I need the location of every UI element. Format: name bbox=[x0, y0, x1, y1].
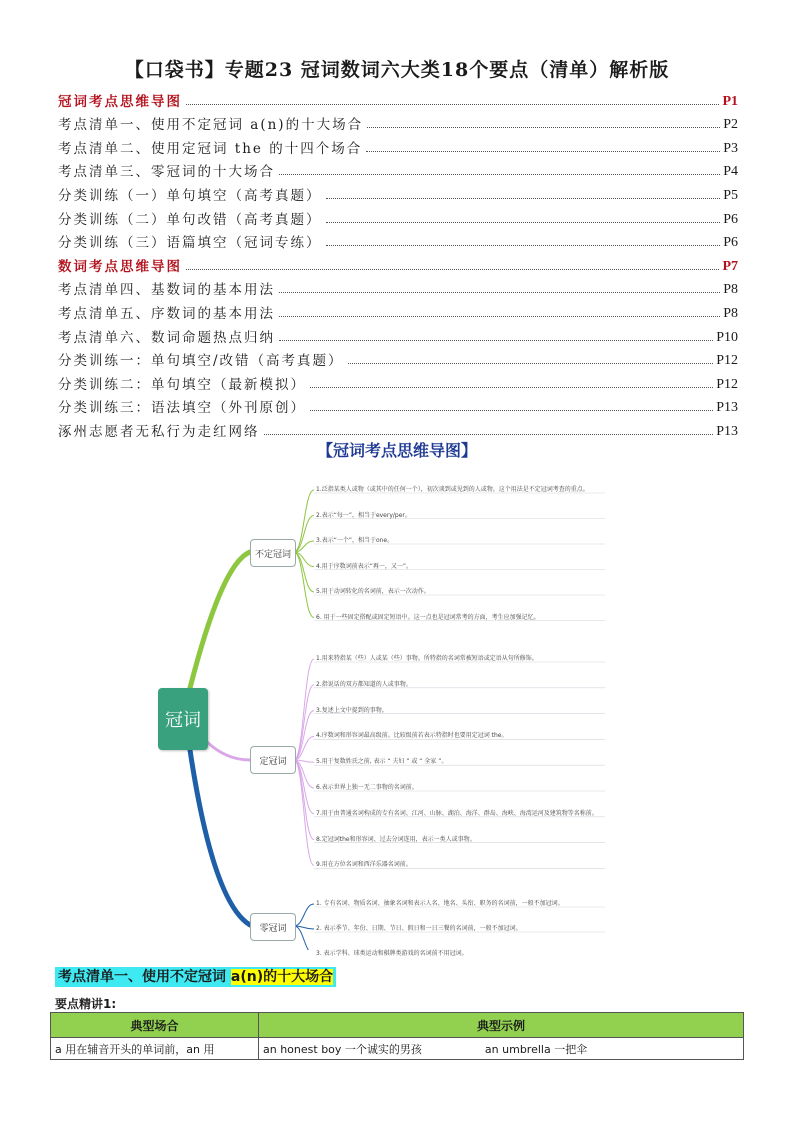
toc-entry-text: 考点清单五、序数词的基本用法 bbox=[58, 305, 275, 322]
toc-entry[interactable] bbox=[58, 369, 738, 393]
toc-entry-page: P3 bbox=[723, 140, 738, 156]
toc-leader bbox=[310, 410, 713, 411]
mindmap-section-title: 【冠词考点思维导图】 bbox=[316, 441, 477, 460]
toc-entry-page: P2 bbox=[723, 117, 738, 133]
mindmap-leaf-definite: 5.用于复数姓氏之前, 表示 “ 夫妇 ” 或 “ 全家 ”。 bbox=[316, 758, 448, 766]
toc-entry-page: P6 bbox=[723, 235, 738, 251]
mindmap-leaf-definite: 7.用于由普通名词构成的专有名词、江河、山脉、湖泊、海洋、群岛、海峡、海湾运河及建筑物等名称前。 bbox=[316, 809, 598, 817]
toc-entry-page: P12 bbox=[716, 353, 738, 369]
mindmap-leaf-definite: 6.表示世界上独一无二事物的名词前。 bbox=[316, 784, 418, 791]
section-note: 要点精讲1: bbox=[55, 997, 117, 1011]
toc-leader bbox=[279, 174, 720, 175]
toc-entry[interactable] bbox=[58, 228, 738, 252]
toc-entry[interactable] bbox=[58, 133, 738, 157]
toc-entry[interactable] bbox=[58, 416, 738, 440]
toc-entry-text: 分类训练一：单句填空/改错（高考真题） bbox=[58, 353, 344, 370]
toc-entry[interactable] bbox=[58, 251, 738, 275]
toc-entry-text: 分类训练三：语法填空（外刊原创） bbox=[58, 400, 306, 417]
connector-indefinite bbox=[190, 552, 250, 688]
toc-leader bbox=[326, 222, 721, 223]
example-1: an honest boy 一个诚实的男孩 bbox=[263, 1042, 422, 1056]
toc-leader bbox=[326, 245, 721, 246]
table-header-example: 典型示例 bbox=[259, 1013, 744, 1038]
toc-leader bbox=[310, 387, 713, 388]
mindmap-leaf-indefinite: 6. 用于一些固定搭配或固定短语中。这一点也是冠词常考的方面，考生应加强记忆。 bbox=[316, 613, 540, 621]
toc-entry[interactable] bbox=[58, 204, 738, 228]
usage-table bbox=[50, 1012, 744, 1060]
toc-entry-text: 考点清单一、使用不定冠词 a(n)的十大场合 bbox=[58, 117, 364, 134]
toc-entry-page: P7 bbox=[722, 258, 738, 274]
toc-entry[interactable] bbox=[58, 110, 738, 134]
toc-leader bbox=[264, 434, 714, 435]
leaf-connector bbox=[294, 760, 314, 865]
document-title: 【口袋书】专题23 冠词数词六大类18个要点（清单）解析版 bbox=[124, 59, 670, 81]
leaf-connector bbox=[294, 711, 314, 760]
toc-entry[interactable] bbox=[58, 157, 738, 181]
leaf-connector bbox=[294, 926, 314, 950]
toc-entry-text: 考点清单三、零冠词的十大场合 bbox=[58, 164, 275, 181]
toc-entry-text: 分类训练二：单句填空（最新模拟） bbox=[58, 376, 306, 393]
mindmap-leaf-zero: 3. 表示学科、球类运动和棋牌类游戏的名词前不用冠词。 bbox=[316, 950, 468, 957]
mindmap-leaf-definite: 3.复述上文中提到的事物。 bbox=[316, 706, 388, 714]
toc-leader bbox=[348, 363, 714, 364]
toc-entry-page: P1 bbox=[722, 93, 738, 109]
mindmap-leaf-definite: 8.定冠词the和形容词、过去分词连用，表示一类人或事物。 bbox=[316, 835, 476, 843]
mindmap-leaf-indefinite: 4.用于序数词前表示“再一，又一”。 bbox=[316, 562, 412, 570]
mindmap-leaf-indefinite: 5.用于动词转化的名词前，表示一次动作。 bbox=[316, 588, 430, 595]
article-mindmap bbox=[150, 470, 610, 957]
table-of-contents bbox=[58, 86, 738, 440]
mindmap-leaf-indefinite: 2.表示“每一”，相当于every/per。 bbox=[316, 511, 411, 519]
toc-entry-page: P6 bbox=[723, 211, 738, 227]
toc-entry-page: P8 bbox=[723, 305, 738, 321]
toc-leader bbox=[367, 127, 720, 128]
toc-entry[interactable] bbox=[58, 86, 738, 110]
toc-entry-page: P10 bbox=[716, 329, 738, 345]
toc-entry[interactable] bbox=[58, 393, 738, 417]
table-header-occasion: 典型场合 bbox=[51, 1013, 259, 1038]
toc-entry-text: 考点清单四、基数词的基本用法 bbox=[58, 282, 275, 299]
section-heading-prefix: 考点清单一、使用不定冠词 bbox=[58, 969, 231, 985]
mindmap-leaf-zero: 2. 表示季节、年份、日期、节日、假日和一日三餐的名词前，一般不加冠词。 bbox=[316, 925, 522, 932]
table-cell-example bbox=[259, 1038, 744, 1060]
table-cell-occasion: a 用在辅音开头的单词前，an 用 bbox=[51, 1038, 259, 1060]
leaf-connector bbox=[294, 659, 314, 760]
toc-entry-text: 分类训练（一）单句填空（高考真题） bbox=[58, 187, 322, 204]
toc-leader bbox=[186, 269, 719, 270]
toc-entry[interactable] bbox=[58, 180, 738, 204]
toc-leader bbox=[326, 198, 721, 199]
toc-entry[interactable] bbox=[58, 275, 738, 299]
mindmap-leaf-definite: 4.序数词和形容词最高级前。比较级前若表示特指时也要用定冠词 the。 bbox=[316, 732, 508, 740]
connector-zero bbox=[190, 750, 250, 925]
toc-entry-page: P5 bbox=[723, 187, 738, 203]
toc-leader bbox=[279, 340, 713, 341]
toc-entry[interactable] bbox=[58, 346, 738, 370]
leaf-connector bbox=[294, 490, 314, 552]
toc-entry-text: 考点清单二、使用定冠词 the 的十四个场合 bbox=[58, 140, 363, 157]
toc-leader bbox=[366, 151, 720, 152]
toc-leader bbox=[186, 104, 719, 105]
toc-entry[interactable] bbox=[58, 298, 738, 322]
mindmap-leaf-indefinite: 1.泛指某类人或物（或其中的任何一个），初次谈到或见到的人或物。这个用法是不定冠词考查的重点。 bbox=[316, 486, 589, 493]
toc-entry-page: P13 bbox=[716, 400, 738, 416]
toc-entry-text: 涿州志愿者无私行为走红网络 bbox=[58, 423, 260, 440]
example-2: an umbrella 一把伞 bbox=[484, 1042, 588, 1056]
leaf-connector bbox=[294, 760, 314, 840]
mindmap-leaf-definite: 9.用在方位名词和西洋乐器名词前。 bbox=[316, 861, 412, 869]
section-heading-highlight: a(n)的十大场合 bbox=[230, 969, 334, 985]
mindmap-leaf-indefinite: 3.表示“一个”，相当于one。 bbox=[316, 537, 394, 544]
toc-entry-text: 分类训练（三）语篇填空（冠词专练） bbox=[58, 235, 322, 252]
mindmap-root: 冠词 bbox=[158, 688, 208, 750]
toc-leader bbox=[279, 292, 720, 293]
toc-entry-text: 冠词考点思维导图 bbox=[58, 93, 182, 110]
toc-entry-text: 考点清单六、数词命题热点归纳 bbox=[58, 329, 275, 346]
branch-definite: 定冠词 bbox=[250, 746, 296, 774]
toc-entry-text: 分类训练（二）单句改错（高考真题） bbox=[58, 211, 322, 228]
toc-entry-page: P13 bbox=[716, 423, 738, 439]
table-row bbox=[51, 1038, 744, 1060]
toc-entry-text: 数词考点思维导图 bbox=[58, 258, 182, 275]
mindmap-leaf-definite: 1.用来特指某（些）人或某（些）事物。所特指的名词常被短语或定语从句所修饰。 bbox=[316, 655, 538, 662]
leaf-connector bbox=[294, 552, 314, 618]
branch-zero: 零冠词 bbox=[250, 913, 296, 941]
toc-leader bbox=[279, 316, 720, 317]
section-heading bbox=[55, 967, 336, 987]
branch-indefinite: 不定冠词 bbox=[250, 539, 296, 567]
toc-entry-page: P12 bbox=[716, 376, 738, 392]
mindmap-leaf-definite: 2.指说话的双方都知道的人或事物。 bbox=[316, 680, 412, 688]
toc-entry-page: P8 bbox=[723, 282, 738, 298]
toc-entry[interactable] bbox=[58, 322, 738, 346]
leaf-connector bbox=[294, 904, 314, 926]
mindmap-leaf-zero: 1. 专有名词、物质名词、抽象名词和表示人名、地名、头衔、职务的名词前，一般不加冠词。 bbox=[316, 900, 564, 907]
connector-definite bbox=[205, 740, 250, 760]
toc-entry-page: P4 bbox=[723, 164, 738, 180]
